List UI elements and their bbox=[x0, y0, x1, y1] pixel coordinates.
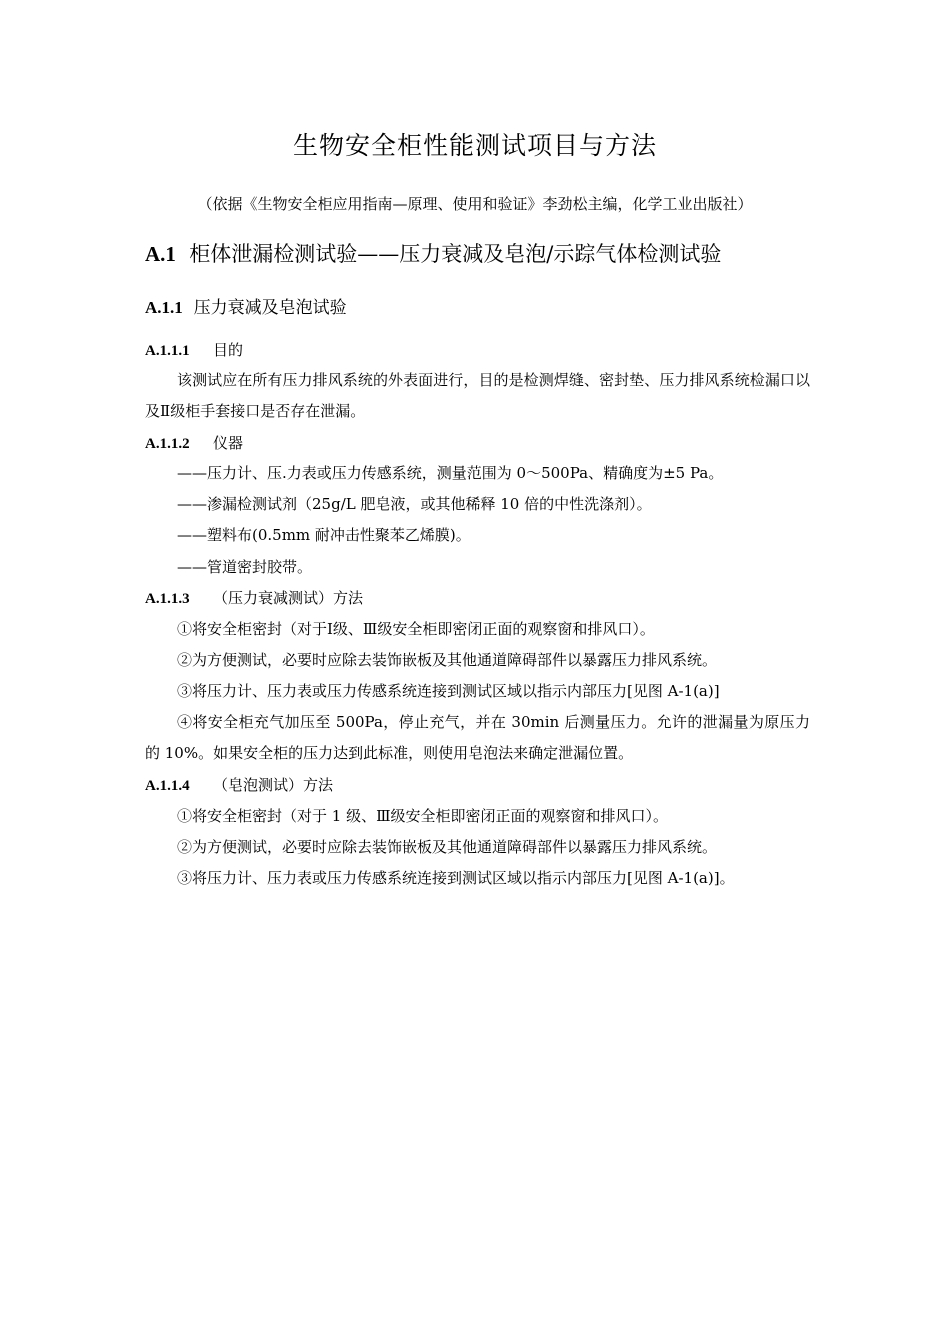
document-title: 生物安全柜性能测试项目与方法 bbox=[292, 131, 657, 160]
section-number: A.1.1.4 bbox=[145, 778, 190, 794]
section-number: A.1.1.3 bbox=[145, 591, 190, 607]
section-heading-a11 bbox=[145, 295, 347, 321]
instrument-item: ——塑料布(0.5mm 耐冲击性聚苯乙烯膜)。 bbox=[177, 526, 471, 544]
section-title: （皂泡测试）方法 bbox=[213, 776, 334, 794]
method-step: ①将安全柜密封（对于 1 级、Ⅲ级安全柜即密闭正面的观察窗和排风口）。 bbox=[177, 807, 669, 825]
section-number: A.1 bbox=[145, 242, 176, 266]
section-heading-a114 bbox=[145, 773, 333, 798]
section-title: 柜体泄漏检测试验——压力衰减及皂泡/示踪气体检测试验 bbox=[189, 242, 722, 266]
instrument-item: ——管道密封胶带。 bbox=[177, 558, 313, 576]
document-source: （依据《生物安全柜应用指南—原理、使用和验证》李劲松主编，化学工业出版社） bbox=[197, 195, 753, 213]
section-title: （压力衰减测试）方法 bbox=[213, 589, 364, 607]
method-step: ③将压力计、压力表或压力传感系统连接到测试区域以指示内部压力[见图 A-1(a)]。 bbox=[177, 869, 735, 887]
method-step: ③将压力计、压力表或压力传感系统连接到测试区域以指示内部压力[见图 A-1(a)] bbox=[177, 682, 720, 700]
method-step: ①将安全柜密封（对于Ⅰ级、Ⅲ级安全柜即密闭正面的观察窗和排风口）。 bbox=[177, 620, 655, 638]
section-title: 目的 bbox=[213, 341, 244, 359]
section-title: 仪器 bbox=[213, 434, 244, 452]
purpose-paragraph: 该测试应在所有压力排风系统的外表面进行，目的是检测焊缝、密封垫、压力排风系统检漏口以及Ⅱ级柜手套接口是否存在泄漏。 bbox=[145, 371, 810, 420]
instrument-item: ——压力计、压.力表或压力传感系统，测量范围为 0～500Pa、精确度为±5 Pa。 bbox=[177, 464, 724, 482]
section-title: 压力衰减及皂泡试验 bbox=[193, 298, 347, 318]
instrument-item: ——渗漏检测试剂（25g/L 肥皂液，或其他稀释 10 倍的中性洗涤剂）。 bbox=[177, 495, 652, 513]
section-number: A.1.1.2 bbox=[145, 436, 190, 452]
section-number: A.1.1.1 bbox=[145, 343, 190, 359]
method-step: ④将安全柜充气加压至 500Pa，停止充气，并在 30min 后测量压力。允许的泄漏量为原压力的 10%。如果安全柜的压力达到此标准，则使用皂泡法来确定泄漏位置。 bbox=[145, 713, 810, 762]
method-step: ②为方便测试，必要时应除去装饰嵌板及其他通道障碍部件以暴露压力排风系统。 bbox=[177, 651, 718, 669]
method-step: ②为方便测试，必要时应除去装饰嵌板及其他通道障碍部件以暴露压力排风系统。 bbox=[177, 838, 718, 856]
section-heading-a113 bbox=[145, 586, 363, 611]
section-heading-a1 bbox=[145, 238, 721, 270]
section-heading-a112 bbox=[145, 431, 243, 456]
section-heading-a111 bbox=[145, 338, 243, 363]
section-number: A.1.1 bbox=[145, 298, 183, 317]
